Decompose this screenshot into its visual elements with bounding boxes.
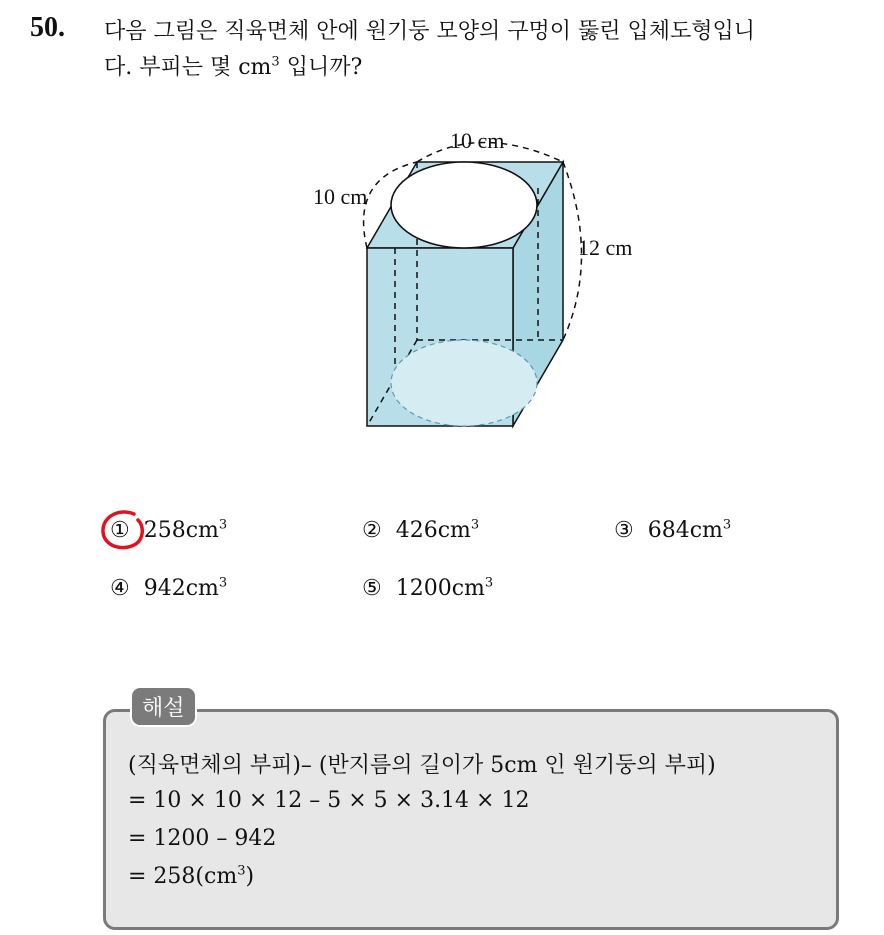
choice-value: $258cm^3$ — [143, 517, 228, 543]
choice-number: ⑤ — [362, 576, 382, 601]
choice-number: ① — [110, 518, 130, 543]
choice-2[interactable] — [362, 518, 479, 543]
solution-line-2: = 10 × 10 × 12 – 5 × 5 × 3.14 × 12 — [128, 788, 530, 813]
choice-number: ③ — [614, 518, 634, 543]
choice-4[interactable] — [110, 576, 227, 601]
solution-tag: 해설 — [130, 686, 197, 727]
question-line-2 — [104, 50, 874, 86]
choice-5[interactable] — [362, 576, 493, 601]
question-line-2-prefix: 다. 부피는 몇 — [104, 55, 239, 80]
question-unit-exponent: 3 — [271, 54, 280, 70]
choice-value: $942cm^3$ — [143, 575, 228, 601]
question-number: 50. — [30, 12, 65, 43]
choice-value: $426cm^3$ — [395, 517, 480, 543]
choice-value: $684cm^3$ — [647, 517, 732, 543]
cylinder-top-ellipse — [391, 162, 537, 248]
label-top-length: 10 cm — [450, 128, 505, 153]
choice-1[interactable] — [110, 518, 227, 543]
cylinder-bottom-ellipse — [391, 340, 537, 426]
label-left-length: 10 cm — [313, 184, 368, 209]
solution-line-4: = $258(cm^3)$ — [128, 863, 255, 889]
choice-number: ② — [362, 518, 382, 543]
question-unit: cm — [238, 55, 272, 80]
solution-panel — [103, 709, 839, 930]
question-line-2-suffix: 입니까? — [279, 55, 363, 80]
choice-number: ④ — [110, 576, 130, 601]
solution-line-1: (직육면체의 부피)– (반지름의 길이가 5cm 인 원기둥의 부피) — [128, 753, 716, 778]
choice-3[interactable] — [614, 518, 731, 543]
question-text — [104, 14, 874, 86]
question-line-1: 다음 그림은 직육면체 안에 원기둥 모양의 구멍이 뚫린 입체도형입니 — [104, 19, 756, 44]
label-right-height: 12 cm — [578, 235, 633, 260]
choice-value: $1200cm^3$ — [395, 575, 494, 601]
solution-line-3: = 1200 – 942 — [128, 826, 277, 851]
cuboid-cylinder-figure — [300, 118, 660, 438]
